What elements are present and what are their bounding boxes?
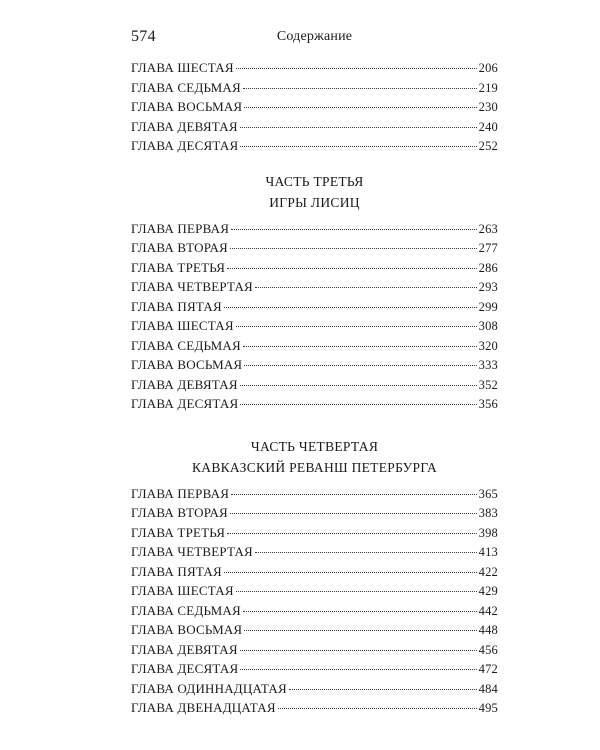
chapter-page-number: 240 xyxy=(478,119,498,134)
chapter-title: ГЛАВА ТРЕТЬЯ xyxy=(131,259,226,275)
toc-entry[interactable] xyxy=(131,564,498,584)
toc-entry[interactable] xyxy=(131,622,498,642)
toc-entry[interactable] xyxy=(131,603,498,623)
chapter-title: ГЛАВА ВОСЬМАЯ xyxy=(131,357,243,372)
chapter-title: ГЛАВА ВТОРАЯ xyxy=(131,505,228,520)
dot-leader xyxy=(243,611,477,612)
part-subtitle: КАВКАЗСКИЙ РЕВАНШ ПЕТЕРБУРГА xyxy=(191,459,438,475)
toc-section-part-four xyxy=(131,486,498,720)
chapter-title: ГЛАВА ДЕСЯТАЯ xyxy=(131,138,239,153)
toc-section-part-three xyxy=(131,221,498,416)
chapter-page-number: 472 xyxy=(478,662,498,676)
dot-leader xyxy=(244,365,476,366)
chapter-page-number: 352 xyxy=(478,377,498,392)
chapter-page-number: 495 xyxy=(478,701,498,715)
dot-leader xyxy=(240,385,477,386)
chapter-page-number: 333 xyxy=(478,358,498,372)
toc-entry[interactable] xyxy=(131,240,498,260)
toc-entry[interactable] xyxy=(131,221,498,241)
dot-leader xyxy=(244,107,476,108)
chapter-page-number: 383 xyxy=(478,506,498,520)
dot-leader xyxy=(231,494,477,495)
toc-entry[interactable] xyxy=(131,279,498,299)
dot-leader xyxy=(240,146,476,147)
toc-entry[interactable] xyxy=(131,338,498,358)
dot-leader xyxy=(289,689,477,690)
dot-leader xyxy=(255,552,477,553)
chapter-title: ГЛАВА ПЯТАЯ xyxy=(131,298,222,314)
chapter-title: ГЛАВА ШЕСТАЯ xyxy=(131,60,234,75)
toc-entry[interactable] xyxy=(131,80,498,100)
chapter-page-number: 365 xyxy=(478,486,498,501)
toc-page xyxy=(131,28,498,720)
toc-entry[interactable] xyxy=(131,505,498,525)
page-header xyxy=(131,28,498,54)
toc-entry[interactable] xyxy=(131,318,498,338)
dot-leader xyxy=(243,88,477,89)
chapter-title: ГЛАВА СЕДЬМАЯ xyxy=(131,337,241,353)
chapter-page-number: 413 xyxy=(478,545,498,559)
chapter-page-number: 320 xyxy=(478,338,498,353)
page-number: 574 xyxy=(131,28,156,45)
chapter-title: ГЛАВА ШЕСТАЯ xyxy=(131,318,234,333)
dot-leader xyxy=(255,287,477,288)
running-title: Содержание xyxy=(276,29,353,44)
dot-leader xyxy=(227,533,477,534)
chapter-title: ГЛАВА ЧЕТВЕРТАЯ xyxy=(131,544,253,559)
chapter-title: ГЛАВА ДЕВЯТАЯ xyxy=(131,641,238,657)
toc-entry[interactable] xyxy=(131,661,498,681)
chapter-title: ГЛАВА СЕДЬМАЯ xyxy=(131,602,241,618)
dot-leader xyxy=(243,346,477,347)
chapter-page-number: 422 xyxy=(478,564,498,579)
toc-entry[interactable] xyxy=(131,119,498,139)
dot-leader xyxy=(236,591,477,592)
chapter-page-number: 299 xyxy=(478,299,498,314)
chapter-title: ГЛАВА ДЕВЯТАЯ xyxy=(131,118,238,134)
chapter-page-number: 442 xyxy=(478,603,498,618)
toc-entry[interactable] xyxy=(131,681,498,701)
dot-leader xyxy=(231,229,477,230)
chapter-title: ГЛАВА ПЕРВАЯ xyxy=(131,485,230,501)
toc-entry[interactable] xyxy=(131,700,498,720)
dot-leader xyxy=(236,326,477,327)
chapter-page-number: 356 xyxy=(478,397,498,411)
chapter-title: ГЛАВА СЕДЬМАЯ xyxy=(131,79,241,95)
toc-entry[interactable] xyxy=(131,299,498,319)
chapter-page-number: 429 xyxy=(478,584,498,598)
chapter-page-number: 484 xyxy=(478,681,498,696)
chapter-page-number: 230 xyxy=(478,100,498,114)
toc-entry[interactable] xyxy=(131,357,498,377)
dot-leader xyxy=(230,513,477,514)
toc-entry[interactable] xyxy=(131,99,498,119)
toc-entry[interactable] xyxy=(131,138,498,158)
dot-leader xyxy=(240,669,476,670)
chapter-page-number: 448 xyxy=(478,623,498,637)
chapter-title: ГЛАВА ТРЕТЬЯ xyxy=(131,524,226,540)
dot-leader xyxy=(244,630,476,631)
chapter-page-number: 219 xyxy=(478,80,498,95)
part-heading xyxy=(131,171,498,213)
part-heading xyxy=(131,436,498,478)
dot-leader xyxy=(224,307,477,308)
chapter-title: ГЛАВА ДВЕНАДЦАТАЯ xyxy=(131,700,276,715)
part-subtitle: ИГРЫ ЛИСИЦ xyxy=(269,194,360,210)
chapter-page-number: 456 xyxy=(478,642,498,657)
dot-leader xyxy=(240,404,476,405)
chapter-page-number: 263 xyxy=(478,221,498,236)
toc-entry[interactable] xyxy=(131,525,498,545)
toc-entry[interactable] xyxy=(131,583,498,603)
dot-leader xyxy=(230,248,477,249)
toc-entry[interactable] xyxy=(131,544,498,564)
chapter-title: ГЛАВА ВОСЬМАЯ xyxy=(131,99,243,114)
dot-leader xyxy=(278,708,477,709)
dot-leader xyxy=(227,268,477,269)
chapter-page-number: 286 xyxy=(478,260,498,275)
toc-entry[interactable] xyxy=(131,260,498,280)
dot-leader xyxy=(240,127,477,128)
part-title: ЧАСТЬ ЧЕТВЕРТАЯ xyxy=(250,438,379,454)
toc-entry[interactable] xyxy=(131,60,498,80)
chapter-title: ГЛАВА ШЕСТАЯ xyxy=(131,583,234,598)
table-of-contents xyxy=(131,60,498,720)
chapter-page-number: 293 xyxy=(478,280,498,294)
chapter-page-number: 308 xyxy=(478,319,498,333)
chapter-title: ГЛАВА ПЯТАЯ xyxy=(131,563,222,579)
dot-leader xyxy=(224,572,477,573)
chapter-title: ГЛАВА ЧЕТВЕРТАЯ xyxy=(131,279,253,294)
toc-entry[interactable] xyxy=(131,486,498,506)
toc-section-continued xyxy=(131,60,498,158)
chapter-title: ГЛАВА ДЕСЯТАЯ xyxy=(131,396,239,411)
chapter-title: ГЛАВА ВТОРАЯ xyxy=(131,240,228,255)
toc-entry[interactable] xyxy=(131,396,498,416)
chapter-title: ГЛАВА ОДИННАДЦАТАЯ xyxy=(131,680,287,696)
chapter-page-number: 277 xyxy=(478,241,498,255)
chapter-title: ГЛАВА ВОСЬМАЯ xyxy=(131,622,243,637)
toc-entry[interactable] xyxy=(131,377,498,397)
toc-entry[interactable] xyxy=(131,642,498,662)
dot-leader xyxy=(240,650,477,651)
part-title: ЧАСТЬ ТРЕТЬЯ xyxy=(265,173,364,189)
chapter-title: ГЛАВА ПЕРВАЯ xyxy=(131,220,230,236)
chapter-page-number: 252 xyxy=(478,139,498,153)
dot-leader xyxy=(236,68,477,69)
chapter-title: ГЛАВА ДЕСЯТАЯ xyxy=(131,661,239,676)
chapter-page-number: 398 xyxy=(478,525,498,540)
chapter-page-number: 206 xyxy=(478,61,498,75)
chapter-title: ГЛАВА ДЕВЯТАЯ xyxy=(131,376,238,392)
